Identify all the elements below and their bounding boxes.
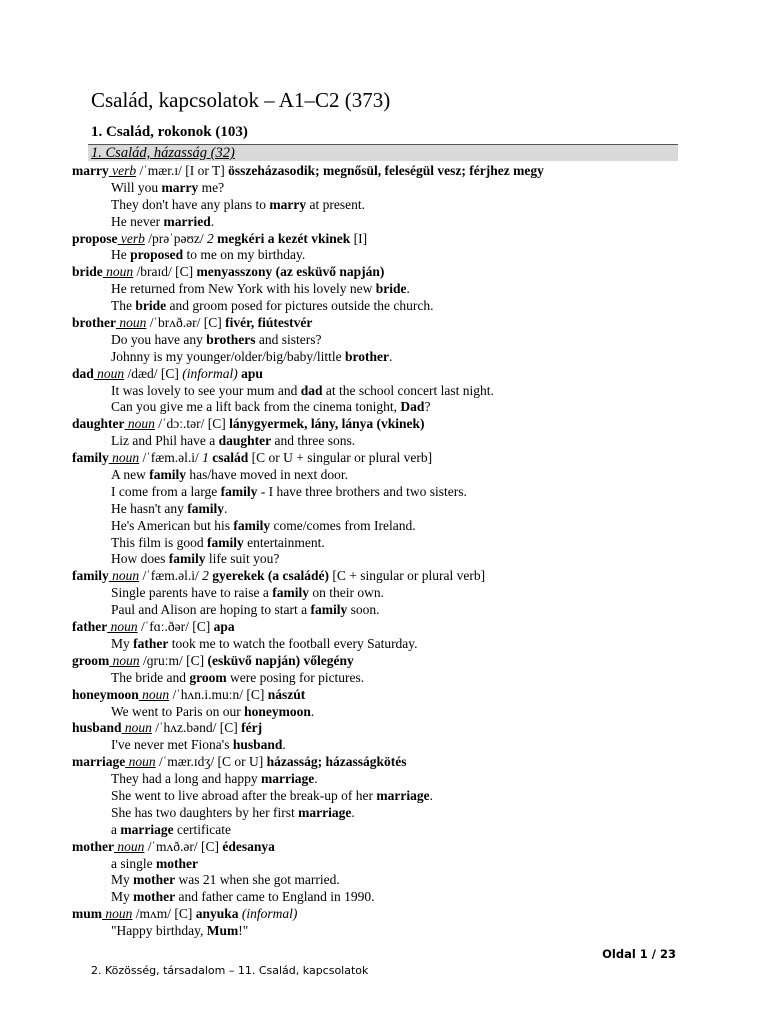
example-text: at the school concert last night.: [322, 382, 494, 398]
example-sentence: [72, 822, 692, 839]
example-text: This film is good: [111, 534, 208, 550]
pronunciation: /ˈhʌz.bənd/: [151, 720, 220, 736]
hungarian-meaning: házasság; házasságkötés: [266, 754, 407, 770]
example-sentence: [72, 247, 692, 264]
grammar-code: [C]: [203, 315, 226, 331]
entry-headline: [72, 754, 692, 771]
entry-headline: [72, 163, 692, 180]
example-text: I've never met Fiona's: [111, 737, 233, 753]
keyword: daughter: [218, 433, 272, 449]
grammar-code: [C + singular or plural verb]: [328, 568, 486, 584]
part-of-speech: noun: [113, 838, 145, 854]
example-text: entertainment.: [243, 534, 325, 550]
keyword: marry: [269, 196, 307, 212]
example-text: My: [111, 889, 134, 905]
example-text: He: [111, 247, 131, 263]
example-text: She has two daughters by her first: [111, 804, 299, 820]
example-sentence: [72, 889, 692, 906]
pronunciation: /prəˈpəʊz/: [144, 230, 208, 246]
keyword: family: [168, 551, 206, 567]
example-text: .: [310, 703, 315, 719]
example-text: Liz and Phil have a: [111, 433, 219, 449]
headword: groom: [72, 652, 110, 668]
example-text: The bride and: [111, 669, 190, 685]
example-sentence: [72, 332, 692, 349]
example-text: It was lovely to see your mum and: [111, 382, 301, 398]
keyword: mother: [133, 889, 176, 905]
example-sentence: [72, 805, 692, 822]
entry-headline: [72, 416, 692, 433]
grammar-code: [C]: [246, 686, 268, 702]
headword: family: [72, 568, 109, 584]
part-of-speech: noun: [102, 264, 134, 280]
example-text: How does: [111, 551, 169, 567]
entry-headline: [72, 619, 692, 636]
example-text: He's American but his: [111, 517, 234, 533]
example-sentence: [72, 788, 692, 805]
grammar-code: [C or U + singular or plural verb]: [248, 450, 433, 466]
pronunciation: /braɪd/: [133, 264, 176, 280]
example-text: He returned from New York with his lovely new: [111, 281, 376, 297]
example-sentence: [72, 602, 692, 619]
example-text: Single parents have to raise a: [111, 585, 273, 601]
keyword: mother: [133, 872, 176, 888]
hungarian-meaning: férj: [241, 720, 263, 736]
entry-headline: [72, 366, 692, 383]
headword: bride: [72, 264, 103, 280]
pronunciation: /ˈmær.ɪ/: [136, 163, 186, 178]
headword: father: [72, 619, 108, 635]
example-text: on their own.: [308, 585, 384, 601]
keyword: family: [187, 500, 225, 516]
keyword: marriage: [298, 804, 352, 820]
headword: mother: [72, 838, 114, 854]
dictionary-entries: [72, 163, 692, 940]
hungarian-meaning: lánygyermek, lány, lánya (vkinek): [229, 416, 425, 432]
example-text: - I have three brothers and two sisters.: [257, 483, 467, 499]
grammar-code: [I]: [350, 230, 368, 246]
pronunciation: /ˈhʌn.i.muːn/: [169, 686, 247, 702]
pronunciation: /dæd/: [124, 365, 161, 381]
keyword: family: [310, 602, 348, 618]
example-text: Do you have any: [111, 331, 207, 347]
grammar-code: [C]: [207, 416, 230, 432]
keyword: marriage: [260, 771, 315, 787]
example-text: and groom posed for pictures outside the church.: [166, 298, 434, 314]
grammar-code: [C]: [192, 619, 214, 635]
example-sentence: [72, 197, 692, 214]
keyword: honeymoon: [244, 703, 311, 719]
keyword: groom: [189, 669, 227, 685]
subsection-heading: [88, 144, 678, 161]
example-text: has/have moved in next door.: [186, 467, 348, 483]
example-sentence: [72, 585, 692, 602]
pronunciation: /ɡruːm/: [139, 652, 187, 668]
example-text: ?: [424, 399, 431, 415]
example-text: and sisters?: [255, 331, 322, 347]
example-text: come/comes from Ireland.: [270, 517, 416, 533]
page-number: Oldal 1 / 23: [602, 947, 676, 961]
grammar-code: [I or T]: [185, 163, 229, 178]
example-text: Can you give me a lift back from the cinema tonight,: [111, 399, 401, 415]
headword: honeymoon: [72, 686, 139, 702]
entry-headline: [72, 231, 692, 248]
entry-headline: [72, 687, 692, 704]
grammar-code: [C]: [186, 652, 208, 668]
example-text: The: [111, 298, 136, 314]
document-title: Család, kapcsolatok – A1–C2 (373): [91, 88, 391, 112]
entry-headline: [72, 450, 692, 467]
hungarian-meaning: összeházasodik; megnősül, feleségül vesz; férjhez megy: [228, 163, 544, 178]
example-sentence: [72, 349, 692, 366]
example-sentence: [72, 737, 692, 754]
keyword: family: [220, 483, 258, 499]
pronunciation: /mʌm/: [132, 906, 175, 922]
headword: propose: [72, 230, 118, 246]
keyword: family: [272, 585, 309, 601]
pronunciation: /ˈmær.ɪdʒ/: [155, 754, 218, 770]
example-sentence: [72, 704, 692, 721]
pronunciation: /ˈbrʌð.ər/: [146, 315, 204, 331]
keyword: family: [149, 467, 186, 483]
grammar-code: [C]: [200, 838, 223, 854]
section-heading: 1. Család, rokonok (103): [91, 124, 248, 140]
keyword: marry: [161, 179, 199, 195]
example-sentence: [72, 670, 692, 687]
part-of-speech: noun: [124, 416, 155, 432]
part-of-speech: noun: [121, 720, 152, 736]
example-text: .: [388, 348, 393, 364]
example-text: They don't have any plans to: [111, 196, 270, 212]
keyword: proposed: [130, 247, 184, 263]
hungarian-meaning: anyuka: [195, 906, 242, 922]
grammar-code: [C]: [175, 264, 197, 280]
keyword: marriage: [376, 787, 430, 803]
example-text: He hasn't any: [111, 500, 188, 516]
example-text: to me on my birthday.: [183, 247, 306, 263]
hungarian-meaning: menyasszony (az esküvő napján): [196, 264, 385, 280]
example-text: soon.: [347, 602, 380, 618]
italic-label: (informal): [182, 365, 242, 381]
example-text: "Happy birthday,: [111, 923, 207, 939]
headword: dad: [72, 365, 94, 381]
hungarian-meaning: apa: [213, 619, 235, 635]
pronunciation: /ˈfɑː.ðər/: [137, 619, 193, 635]
grammar-code: [C]: [219, 720, 242, 736]
example-text: life suit you?: [205, 551, 280, 567]
keyword: brothers: [206, 331, 256, 347]
example-sentence: [72, 535, 692, 552]
example-sentence: [72, 467, 692, 484]
keyword: bride: [135, 298, 167, 314]
keyword: father: [133, 635, 169, 651]
part-of-speech: noun: [116, 315, 147, 331]
example-text: .: [429, 787, 434, 803]
keyword: married: [163, 213, 211, 229]
part-of-speech: noun: [138, 686, 170, 702]
headword: brother: [72, 315, 116, 331]
hungarian-meaning: gyerekek (a családé): [212, 568, 329, 584]
part-of-speech: noun: [107, 619, 138, 635]
keyword: family: [207, 534, 244, 550]
hungarian-meaning: édesanya: [222, 838, 275, 854]
keyword: bride: [375, 281, 407, 297]
example-text: .: [282, 737, 286, 753]
keyword: mother: [156, 855, 198, 871]
example-sentence: [72, 433, 692, 450]
example-sentence: [72, 636, 692, 653]
example-text: at present.: [306, 196, 365, 212]
grammar-code: [C or U]: [217, 754, 267, 770]
hungarian-meaning: apu: [241, 365, 263, 381]
example-sentence: [72, 923, 692, 940]
example-text: Will you: [111, 179, 162, 195]
example-sentence: [72, 298, 692, 315]
example-text: me?: [198, 179, 225, 195]
pronunciation: /ˈdɔː.tər/: [154, 416, 208, 432]
example-text: She went to live abroad after the break-up of her: [111, 787, 377, 803]
hungarian-meaning: (esküvő napján) vőlegény: [207, 652, 354, 668]
hungarian-meaning: fivér, fiútestvér: [225, 315, 313, 331]
part-of-speech: noun: [93, 365, 125, 381]
grammar-code: [C]: [174, 906, 196, 922]
example-text: My: [111, 635, 134, 651]
example-text: .: [314, 771, 318, 787]
example-sentence: [72, 214, 692, 231]
headword: husband: [72, 720, 122, 736]
example-text: .: [210, 213, 215, 229]
keyword: husband: [232, 737, 283, 753]
part-of-speech: noun: [108, 568, 140, 584]
example-text: I come from a large: [111, 483, 221, 499]
entry-headline: [72, 315, 692, 332]
keyword: dad: [300, 382, 323, 398]
italic-label: (informal): [241, 906, 298, 922]
entry-headline: [72, 653, 692, 670]
example-sentence: [72, 484, 692, 501]
example-text: A new: [111, 467, 150, 483]
entry-headline: [72, 720, 692, 737]
example-text: They had a long and happy: [111, 771, 261, 787]
example-text: .: [224, 500, 228, 516]
pronunciation: /ˈfæm.əl.i/: [139, 450, 203, 466]
example-sentence: [72, 551, 692, 568]
example-text: and three sons.: [271, 433, 356, 449]
example-sentence: [72, 856, 692, 873]
part-of-speech: verb: [108, 163, 137, 178]
italic-label: 2: [202, 568, 213, 584]
example-text: were posing for pictures.: [226, 669, 365, 685]
part-of-speech: noun: [109, 652, 140, 668]
example-text: .: [351, 804, 355, 820]
example-text: We went to Paris on our: [111, 703, 245, 719]
example-sentence: [72, 383, 692, 400]
example-text: a: [111, 821, 121, 837]
entry-headline: [72, 839, 692, 856]
example-sentence: [72, 281, 692, 298]
example-sentence: [72, 771, 692, 788]
pronunciation: /ˈmʌð.ər/: [144, 838, 201, 854]
part-of-speech: noun: [125, 754, 156, 770]
example-text: Paul and Alison are hoping to start a: [111, 602, 311, 618]
example-text: !": [238, 923, 249, 939]
example-text: a single: [111, 855, 156, 871]
keyword: Mum: [206, 923, 239, 939]
hungarian-meaning: család: [212, 450, 249, 466]
example-text: was 21 when she got married.: [175, 872, 340, 888]
entry-headline: [72, 568, 692, 585]
italic-label: 2: [207, 230, 218, 246]
entry-headline: [72, 264, 692, 281]
example-text: took me to watch the football every Saturday.: [168, 635, 418, 651]
part-of-speech: verb: [117, 230, 145, 246]
example-text: and father came to England in 1990.: [175, 889, 375, 905]
example-sentence: [72, 518, 692, 535]
keyword: marriage: [120, 821, 174, 837]
keyword: family: [233, 517, 271, 533]
example-text: .: [406, 281, 410, 297]
headword: mum: [72, 906, 102, 922]
example-text: He never: [111, 213, 164, 229]
example-sentence: [72, 872, 692, 889]
hungarian-meaning: nászút: [267, 686, 306, 702]
part-of-speech: noun: [108, 450, 140, 466]
footer-path: 2. Közösség, társadalom – 11. Család, kapcsolatok: [91, 964, 369, 977]
keyword: brother: [344, 348, 389, 364]
entry-headline: [72, 906, 692, 923]
pronunciation: /ˈfæm.əl.i/: [139, 568, 203, 584]
subsection-label: 1. Család, házasság (32): [91, 145, 235, 161]
example-sentence: [72, 180, 692, 197]
keyword: Dad: [400, 399, 425, 415]
hungarian-meaning: megkéri a kezét vkinek: [217, 230, 351, 246]
headword: marry: [72, 163, 109, 178]
headword: family: [72, 450, 109, 466]
example-sentence: [72, 399, 692, 416]
headword: daughter: [72, 416, 125, 432]
example-text: My: [111, 872, 134, 888]
headword: marriage: [72, 754, 126, 770]
example-sentence: [72, 501, 692, 518]
part-of-speech: noun: [102, 906, 133, 922]
italic-label: 1: [202, 450, 213, 466]
example-text: certificate: [173, 821, 231, 837]
example-text: Johnny is my younger/older/big/baby/little: [111, 348, 345, 364]
grammar-code: [C]: [160, 365, 183, 381]
